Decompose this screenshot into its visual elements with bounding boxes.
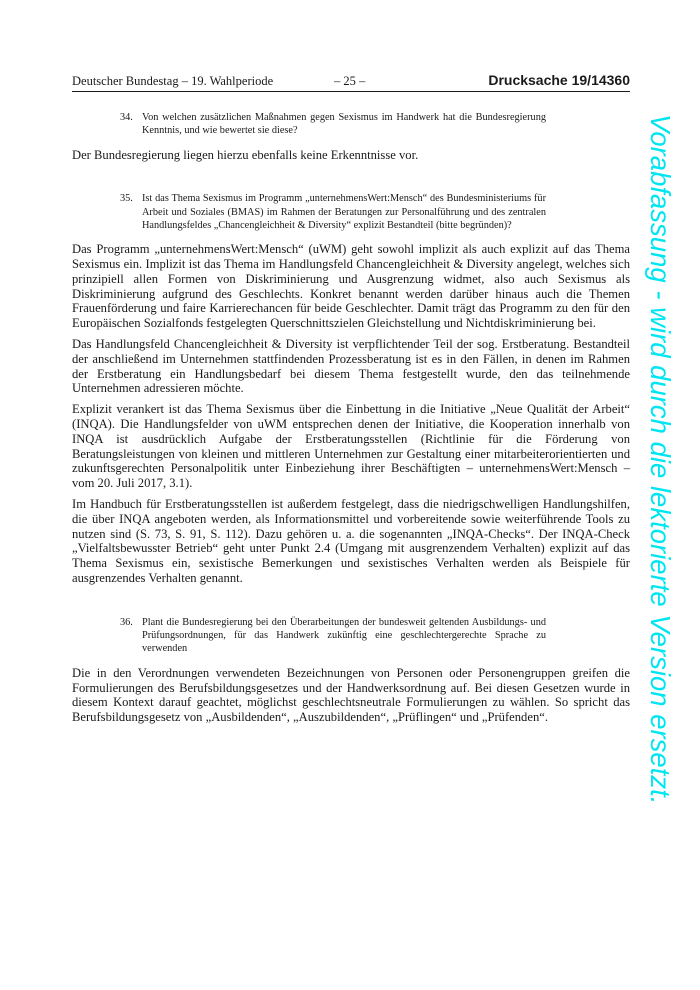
page-number: – 25 – [334, 74, 366, 88]
header-rule [72, 91, 630, 92]
answer-34: Der Bundesregierung liegen hierzu ebenfalls keine Erkenntnisse vor. [72, 147, 419, 162]
answer-35-paragraph: Explizit verankert ist das Thema Sexismus über die Einbettung in die Initiative „Neue Qualität der Arbeit“ (INQA). Die Handlungsfelder von uWM entsprechen denen der Initiative, die Kooperation innerhalb von INQA ist ausdrücklich Aufgabe der Erstberatungsstellen (Richtlinie für die Förderung von Beratungsleistungen von kleinen und mittleren Unternehmen zur Gestaltung einer mitarbeiterorientierten und zukunftsgerechten Personalpolitik unter Einbeziehung ihrer Beschäftigten – unternehmensWert:Mensch – vom 20. Juli 2017, 3.1). [72, 402, 630, 491]
answer-35-paragraph: Im Handbuch für Erstberatungsstellen ist außerdem festgelegt, dass die niedrigschwelligen Handlungshilfen, die über INQA angeboten werden, als Informationsmittel und vorbereitende sowie weiterführende Tools zu nutzen sind (S. 73, S. 91, S. 112). Dazu gehören u. a. die sogenannten „INQA-Checks“. Der INQA-Check „Vielfaltsbewusster Betrieb“ geht unter Punkt 2.4 (Umgang mit ausgrenzendem Verhalten) explizit auf das Thema Sexismus ein, sexistische Bemerkungen und sexistisches Verhalten werden als Beispiele für ausgrenzendes Verhalten genannt. [72, 497, 630, 586]
question-number: 35. [120, 193, 133, 205]
question-36 [120, 616, 546, 656]
answer-35-paragraph: Das Programm „unternehmensWert:Mensch“ (uWM) geht sowohl implizit als auch explizit auf das Thema Sexismus ein. Implizit ist das Thema im Handlungsfeld Chancengleichheit & Diversity angelegt, welches sich prinzipiell allen Formen von Diskriminierung und Ausgrenzung widmet, also auch Sexismus als Diskriminierung aufgrund des Geschlechts. Konkret benannt werden darüber hinaus auch die Themen Frauenförderung und faire Karrierechancen für beide Geschlechter. Damit trägt das Programm zu den für den Europäischen Sozialfonds festgelegten Querschnittszielen Gleichstellung und Nichtdiskriminierung bei. [72, 242, 630, 331]
answer-35-paragraph: Das Handlungsfeld Chancengleichheit & Diversity ist verpflichtender Teil der sog. Erstberatung. Bestandteil der anschließend im Unternehmen stattfindenden Prozessberatung ist es in den Fällen, in denen im Rahmen der Erstberatung ein Handlungsbedarf bei diesem Thema festgestellt wurde, den das teilnehmende Unternehmen adressieren möchte. [72, 337, 630, 396]
draft-watermark: Vorabfassung - wird durch die lektorierte Version ersetzt. [645, 114, 676, 805]
question-number: 34. [120, 112, 133, 123]
answer-36: Die in den Verordnungen verwendeten Bezeichnungen von Personen oder Personengruppen greifen die Formulierungen des Berufsbildungsgesetzes und der Handwerksordnung auf. Bei diesen Gesetzen wurde in diesem Kontext darauf geachtet, möglichst geschlechtsneutrale Formulierungen zu wählen. So spricht das Berufsbildungsgesetz von „Ausbildenden“, „Auszubildenden“, „Prüflingen“ und „Prüfenden“. [72, 665, 630, 725]
document-body [72, 111, 630, 725]
question-text: Von welchen zusätzlichen Maßnahmen gegen Sexismus im Handwerk hat die Bundesregierung Kenntnis, und wie bewertet sie diese? [142, 112, 546, 137]
question-34 [120, 111, 546, 138]
question-text: Ist das Thema Sexismus im Programm „unternehmensWert:Mensch“ des Bundesministeriums für Arbeit und Soziales (BMAS) im Rahmen der Beratungen zur Personalführung und des zentralen Handlungsfeldes „Chancengleichheit & Diversity“ explizit Bestandteil (bitte begründen)? [142, 193, 546, 231]
question-text: Plant die Bundesregierung bei den Überarbeitungen der bundesweit geltenden Ausbildungs- und Prüfungsordnungen, für das Handwerk zukünftig eine geschlechtergerechte Sprache zu verwenden [142, 616, 546, 655]
drucksache-number: 14360 [591, 72, 630, 88]
drucksache-label [488, 72, 630, 88]
header-periode: Deutscher Bundestag – 19. Wahlperiode [72, 74, 274, 88]
page-header [72, 72, 630, 90]
question-35 [120, 192, 546, 232]
drucksache-prefix: Drucksache 19/ [488, 72, 592, 88]
question-number: 36. [120, 616, 133, 628]
